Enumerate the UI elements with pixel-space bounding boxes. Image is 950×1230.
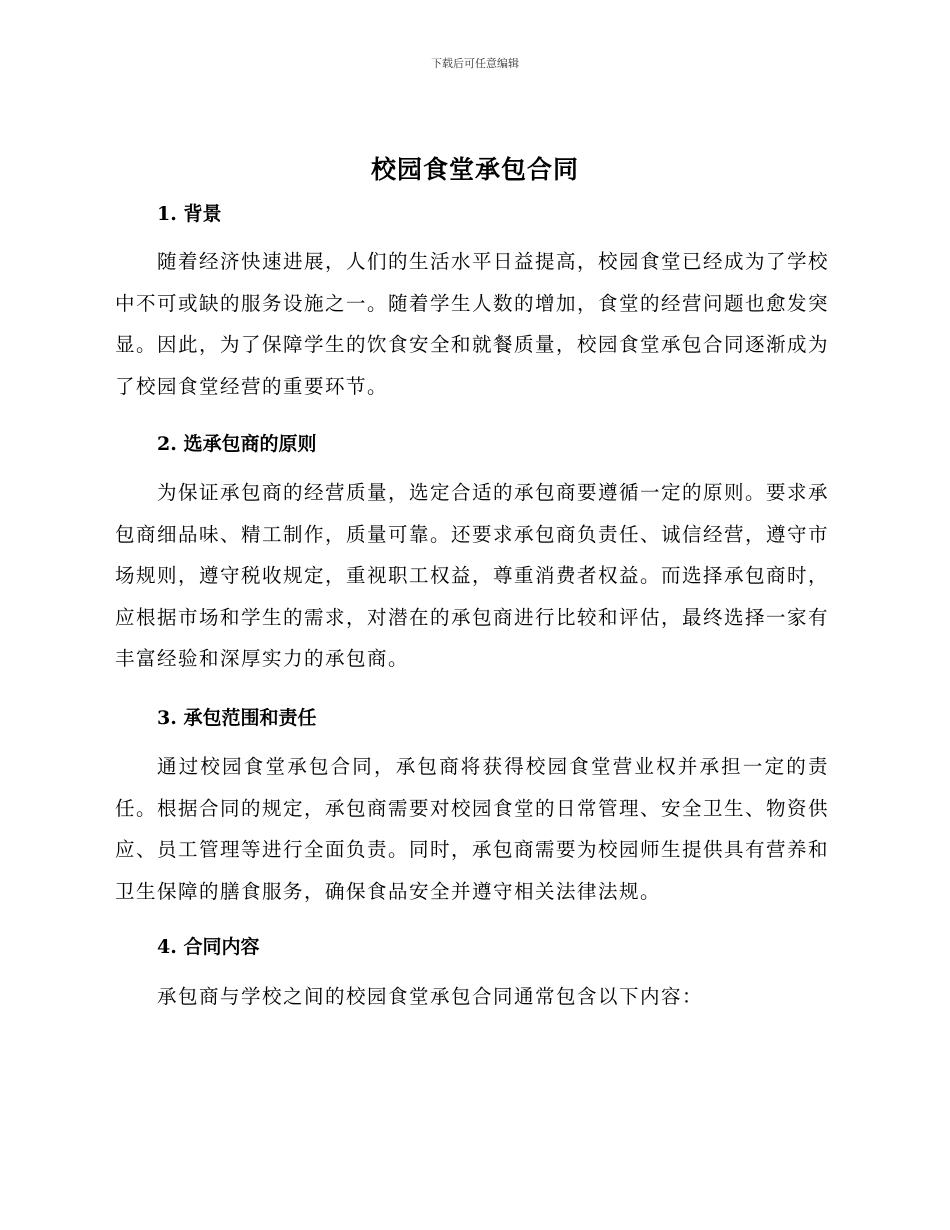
section-heading-scope-responsibility: 3. 承包范围和责任 bbox=[157, 707, 317, 729]
page-header-note: 下载后可任意编辑 bbox=[431, 57, 519, 70]
document-title: 校园食堂承包合同 bbox=[370, 155, 579, 184]
section-heading-contractor-principles: 2. 选承包商的原则 bbox=[157, 433, 317, 455]
section-heading-contract-content: 4. 合同内容 bbox=[157, 936, 260, 958]
section-paragraph-background: 随着经济快速进展，人们的生活水平日益提高，校园食堂已经成为了学校中不可或缺的服务设施之一。随着学生人数的增加，食堂的经营问题也愈发突显。因此，为了保障学生的饮食安全和就餐质量，校园食堂承包合同逐渐成为了校园食堂经营的重要环节。 bbox=[115, 250, 830, 398]
section-heading-background: 1. 背景 bbox=[157, 203, 222, 225]
section-paragraph-scope-responsibility: 通过校园食堂承包合同，承包商将获得校园食堂营业权并承担一定的责任。根据合同的规定，承包商需要对校园食堂的日常管理、安全卫生、物资供应、员工管理等进行全面负责。同时，承包商需要为校园师生提供具有营养和卫生保障的膳食服务，确保食品安全并遵守相关法律法规。 bbox=[115, 755, 830, 903]
section-paragraph-contract-content: 承包商与学校之间的校园食堂承包合同通常包含以下内容： bbox=[157, 985, 704, 1008]
section-paragraph-contractor-principles: 为保证承包商的经营质量，选定合适的承包商要遵循一定的原则。要求承包商细品味、精工制作，质量可靠。还要求承包商负责任、诚信经营，遵守市场规则，遵守税收规定，重视职工权益，尊重消费者权益。而选择承包商时，应根据市场和学生的需求，对潜在的承包商进行比较和评估，最终选择一家有丰富经验和深厚实力的承包商。 bbox=[115, 481, 830, 670]
